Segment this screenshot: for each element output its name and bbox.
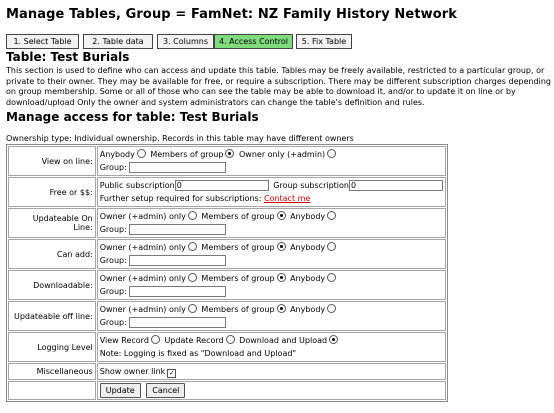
option-label: Anybody — [290, 305, 326, 314]
option-label: View Record — [99, 336, 149, 345]
radio-update-offline-anybody[interactable] — [327, 304, 336, 313]
label-can-add: Can add: — [8, 239, 96, 269]
tab-select-table[interactable]: 1. Select Table — [6, 34, 79, 49]
contact-me-link[interactable]: Contact me — [263, 194, 311, 203]
radio-can-add-members[interactable] — [277, 242, 286, 251]
group-subscription-input[interactable]: 0 — [349, 180, 443, 191]
radio-download-owner[interactable] — [188, 273, 197, 282]
group-subscription-label: Group subscription — [273, 181, 349, 190]
radio-download-members[interactable] — [277, 273, 286, 282]
page-title: Manage Tables, Group = FamNet: NZ Family History Network — [6, 7, 458, 22]
option-label: Members of group — [201, 305, 275, 314]
update-online-group-input[interactable] — [129, 224, 226, 235]
row-can-add — [8, 239, 446, 269]
row-logging-level — [8, 332, 446, 362]
label-view-on-line: View on line: — [8, 146, 96, 176]
row-miscellaneous — [8, 363, 446, 380]
tab-access-control[interactable]: 4. Access Control — [214, 34, 293, 49]
can-add-group-input[interactable] — [129, 255, 226, 266]
option-label: Owner (+admin) only — [99, 305, 186, 314]
option-label: Owner only (+admin) — [239, 150, 326, 159]
radio-log-view[interactable] — [151, 335, 160, 344]
group-label: Group: — [99, 287, 127, 296]
option-label: Owner (+admin) only — [99, 274, 186, 283]
option-label: Update Record — [164, 336, 224, 345]
label-logging-level: Logging Level — [8, 332, 96, 362]
label-free: Free or $$: — [8, 177, 96, 207]
tab-columns[interactable]: 3. Columns — [157, 34, 214, 49]
radio-can-add-anybody[interactable] — [327, 242, 336, 251]
cell-actions — [97, 381, 446, 400]
option-label: Anybody — [290, 274, 326, 283]
row-actions — [8, 381, 446, 400]
label-updateable-offline: Updateable off line: — [8, 301, 96, 331]
option-label: Members of group — [201, 212, 275, 221]
row-downloadable — [8, 270, 446, 300]
radio-log-update[interactable] — [226, 335, 235, 344]
radio-update-online-members[interactable] — [277, 211, 286, 220]
ownership-note: Ownership type: Individual ownership. Records in this table may have different owners — [6, 134, 354, 143]
cell-downloadable — [97, 270, 446, 300]
option-label: Members of group — [150, 150, 224, 159]
option-label: Members of group — [201, 274, 275, 283]
update-button[interactable]: Update — [100, 383, 141, 398]
tab-fix-table[interactable]: 5. Fix Table — [296, 34, 352, 49]
access-heading: Manage access for table: Test Burials — [6, 110, 259, 124]
cell-can-add — [97, 239, 446, 269]
row-free — [8, 177, 446, 207]
access-table — [6, 144, 448, 402]
radio-download-anybody[interactable] — [327, 273, 336, 282]
radio-update-offline-owner[interactable] — [188, 304, 197, 313]
label-updateable-online: Updateable On Line: — [8, 208, 96, 238]
show-owner-label: Show owner link — [99, 367, 166, 376]
label-downloadable: Downloadable: — [8, 270, 96, 300]
cell-view-on-line — [97, 146, 446, 176]
cancel-button[interactable]: Cancel — [146, 383, 185, 398]
option-label: Owner (+admin) only — [99, 243, 186, 252]
subscription-note: Further setup required for subscriptions: — [99, 194, 262, 203]
group-label: Group: — [99, 256, 127, 265]
group-label: Group: — [99, 318, 127, 327]
cell-updateable-offline — [97, 301, 446, 331]
group-label: Group: — [99, 163, 127, 172]
cell-updateable-online — [97, 208, 446, 238]
download-group-input[interactable] — [129, 286, 226, 297]
tab-table-data[interactable]: 2. Table data — [83, 34, 153, 49]
option-label: Owner (+admin) only — [99, 212, 186, 221]
cell-logging-level — [97, 332, 446, 362]
update-offline-group-input[interactable] — [129, 317, 226, 328]
group-label: Group: — [99, 225, 127, 234]
radio-can-add-owner[interactable] — [188, 242, 197, 251]
radio-update-offline-members[interactable] — [277, 304, 286, 313]
row-updateable-offline — [8, 301, 446, 331]
row-view-on-line — [8, 146, 446, 176]
cell-free — [97, 177, 446, 207]
row-updateable-online — [8, 208, 446, 238]
option-label: Anybody — [99, 150, 135, 159]
radio-view-members[interactable] — [225, 149, 234, 158]
option-label: Anybody — [290, 243, 326, 252]
actions-spacer — [8, 381, 96, 400]
show-owner-checkbox[interactable]: ✓ — [168, 369, 175, 377]
label-miscellaneous: Miscellaneous — [8, 363, 96, 380]
radio-view-owner[interactable] — [327, 149, 336, 158]
description-text: This section is used to define who can access and update this table. Tables may be freely available, restricted to a particular group, or private to their owner. They may be available for free, or require a subscription. There may be different subscription charges depending on group membership. Some or all of those who can see the table may be able to download it, and/or to update it on line or by download/upload Only the owner and system administrators can change the table's definition and rules. — [6, 66, 552, 107]
option-label: Members of group — [201, 243, 275, 252]
radio-log-download-upload[interactable] — [329, 335, 338, 344]
public-subscription-input[interactable]: 0 — [175, 180, 269, 191]
radio-update-online-owner[interactable] — [188, 211, 197, 220]
radio-update-online-anybody[interactable] — [327, 211, 336, 220]
cell-miscellaneous — [97, 363, 446, 380]
public-subscription-label: Public subscription — [99, 181, 175, 190]
option-label: Anybody — [290, 212, 326, 221]
table-heading: Table: Test Burials — [6, 50, 130, 64]
view-group-input[interactable] — [129, 162, 226, 173]
radio-view-anybody[interactable] — [137, 149, 146, 158]
option-label: Download and Upload — [239, 336, 328, 345]
logging-note: Note: Logging is fixed as "Download and Upload" — [99, 349, 297, 358]
